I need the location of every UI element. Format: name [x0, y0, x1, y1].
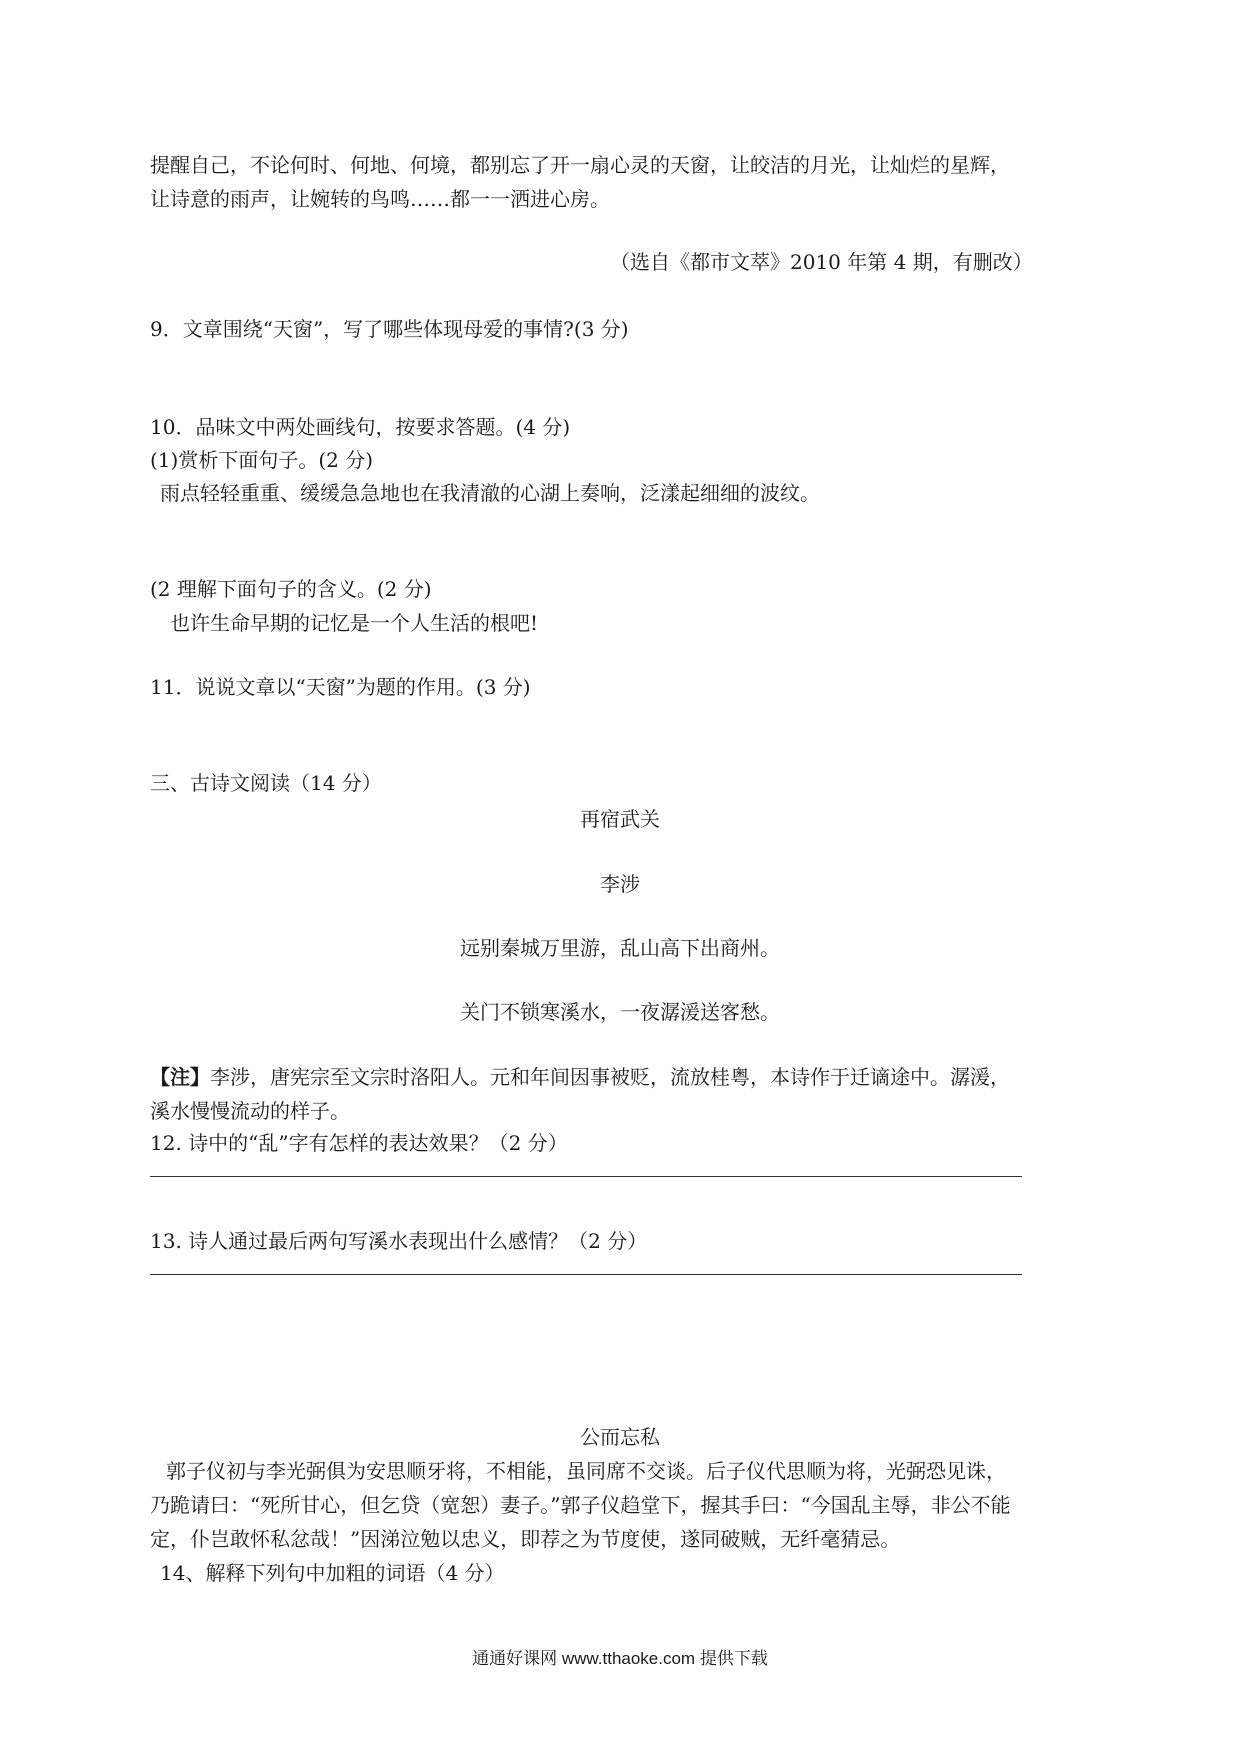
prose-line-1: 郭子仪初与李光弼俱为安思顺牙将，不相能，虽同席不交谈。后子仪代思顺为将，光弼恐见诛， — [166, 1459, 1006, 1483]
passage-line-1: 提醒自己，不论何时、何地、何境，都别忘了开一扇心灵的天窗，让皎洁的月光，让灿烂的星辉， — [150, 153, 1010, 177]
question-10: 10．品味文中两处画线句，按要求答题。(4 分) — [150, 415, 571, 439]
poem-author: 李涉 — [600, 872, 640, 896]
poem-note-label: 【注】 — [150, 1065, 210, 1089]
poem-note-line-1 — [150, 1064, 1010, 1090]
answer-line-13[interactable] — [150, 1274, 1022, 1275]
poem-line-1: 远别秦城万里游，乱山高下出商州。 — [460, 936, 780, 960]
passage-line-2: 让诗意的雨声，让婉转的鸟鸣……都一一洒进心房。 — [150, 187, 610, 211]
prose-title: 公而忘私 — [580, 1425, 660, 1449]
poem-title: 再宿武关 — [580, 807, 660, 831]
question-10-part-2-sentence: 也许生命早期的记忆是一个人生活的根吧! — [170, 611, 539, 635]
passage-source: （选自《都市文萃》2010 年第 4 期，有删改） — [610, 250, 1033, 274]
footer-credit: 通通好课网 www.tthaoke.com 提供下载 — [472, 1649, 768, 1668]
poem-note-text: 李涉，唐宪宗至文宗时洛阳人。元和年间因事被贬，流放桂粤，本诗作于迁谪途中。潺湲， — [210, 1065, 1010, 1089]
question-12: 12. 诗中的“乱”字有怎样的表达效果？（2 分） — [150, 1131, 568, 1155]
question-10-part-2: (2 理解下面句子的含义。(2 分) — [150, 577, 432, 601]
question-9: 9．文章围绕“天窗”，写了哪些体现母爱的事情?(3 分) — [150, 317, 629, 341]
question-14: 14、解释下列句中加粗的词语（4 分） — [160, 1561, 505, 1585]
question-11: 11．说说文章以“天窗”为题的作用。(3 分) — [150, 675, 531, 699]
answer-line-12[interactable] — [150, 1176, 1022, 1177]
question-10-part-1-sentence: 雨点轻轻重重、缓缓急急地也在我清澈的心湖上奏响，泛漾起细细的波纹。 — [160, 481, 820, 505]
section-3-heading: 三、古诗文阅读（14 分） — [150, 771, 382, 795]
prose-line-3: 定，仆岂敢怀私忿哉！”因涕泣勉以忠义，即荐之为节度使，遂同破贼，无纤毫猜忌。 — [150, 1527, 901, 1551]
poem-note-line-2: 溪水慢慢流动的样子。 — [150, 1099, 350, 1123]
question-10-part-1: (1)赏析下面句子。(2 分) — [150, 448, 374, 472]
prose-line-2: 乃跪请曰：“死所甘心，但乞贷（宽恕）妻子。”郭子仪趋堂下，握其手曰：“今国乱主辱，非公不能 — [150, 1493, 1011, 1517]
question-13: 13. 诗人通过最后两句写溪水表现出什么感情？（2 分） — [150, 1229, 648, 1253]
poem-line-2: 关门不锁寒溪水，一夜潺湲送客愁。 — [460, 1000, 780, 1024]
